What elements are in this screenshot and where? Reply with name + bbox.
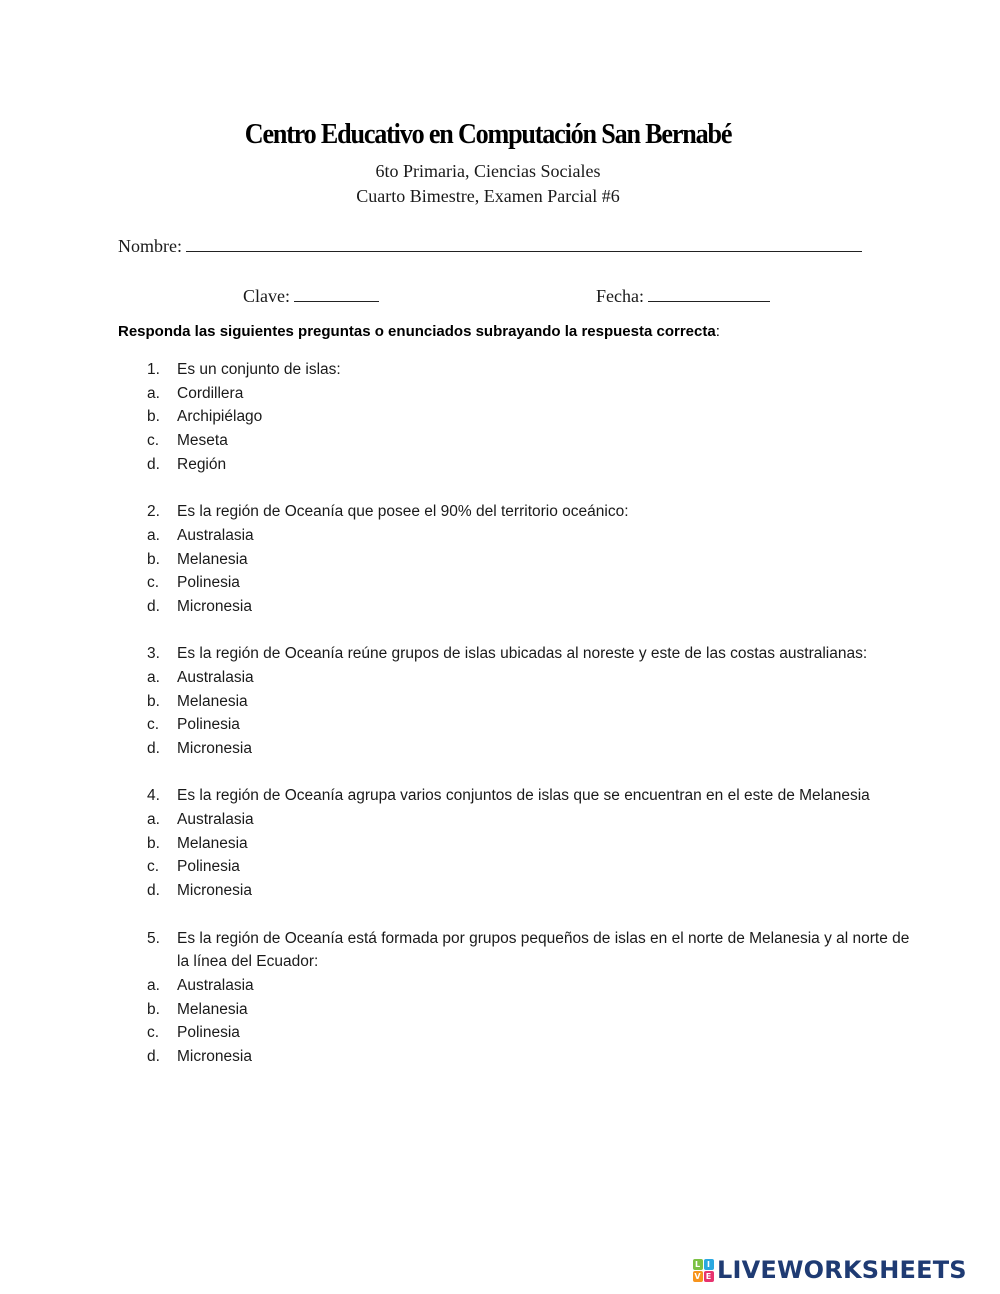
question-list xyxy=(147,358,917,1092)
option-letter: d. xyxy=(147,455,160,473)
clave-field xyxy=(243,285,379,307)
instructions-suffix: : xyxy=(715,323,720,340)
option-text[interactable]: Región xyxy=(177,455,227,473)
option-letter: a. xyxy=(147,526,160,544)
live-blocks-icon xyxy=(692,1258,714,1282)
option-letter: d. xyxy=(147,882,160,900)
option-text[interactable]: Micronesia xyxy=(177,597,252,615)
question-number: 2. xyxy=(147,503,160,521)
answer-option[interactable] xyxy=(147,405,917,429)
question-1 xyxy=(147,358,917,476)
answer-option[interactable] xyxy=(147,832,917,856)
answer-option[interactable] xyxy=(147,595,917,619)
option-letter: b. xyxy=(147,834,160,852)
option-letter: c. xyxy=(147,574,160,592)
liveworksheets-logo[interactable] xyxy=(692,1256,967,1284)
question-number: 5. xyxy=(147,929,160,947)
nombre-field xyxy=(118,235,862,257)
instructions xyxy=(118,323,720,340)
option-text[interactable]: Polinesia xyxy=(177,574,240,592)
question-number: 4. xyxy=(147,787,160,805)
fecha-blank[interactable] xyxy=(648,285,770,302)
option-text[interactable]: Micronesia xyxy=(177,1047,252,1065)
question-text: Es la región de Oceanía reúne grupos de islas ubicadas al noreste y este de las costas australianas: xyxy=(177,645,868,663)
answer-option[interactable] xyxy=(147,382,917,406)
answer-option[interactable] xyxy=(147,571,917,595)
option-text[interactable]: Melanesia xyxy=(177,834,248,852)
logo-block-e: E xyxy=(704,1271,714,1282)
fecha-label: Fecha: xyxy=(596,286,644,306)
option-letter: d. xyxy=(147,597,160,615)
answer-option[interactable] xyxy=(147,524,917,548)
question-2 xyxy=(147,500,917,618)
option-letter: c. xyxy=(147,432,160,450)
option-letter: a. xyxy=(147,384,160,402)
answer-option[interactable] xyxy=(147,690,917,714)
question-4 xyxy=(147,784,917,902)
option-text[interactable]: Meseta xyxy=(177,432,228,450)
answer-option[interactable] xyxy=(147,855,917,879)
option-text[interactable]: Australasia xyxy=(177,811,254,829)
option-letter: a. xyxy=(147,976,160,994)
question-text: Es la región de Oceanía está formada por grupos pequeños de islas en el norte de Melanesia y al norte de la línea del Ecuador: xyxy=(177,929,910,971)
question-text: Es un conjunto de islas: xyxy=(177,361,341,378)
option-letter: c. xyxy=(147,858,160,876)
answer-option[interactable] xyxy=(147,1045,917,1069)
question-5 xyxy=(147,927,917,1069)
brand-text: LIVEWORKSHEETS xyxy=(717,1256,967,1284)
logo-block-i: I xyxy=(704,1259,714,1270)
option-text[interactable]: Melanesia xyxy=(177,1000,248,1018)
option-letter: b. xyxy=(147,408,160,426)
exam-subtitle: Cuarto Bimestre, Examen Parcial #6 xyxy=(356,186,620,206)
option-letter: b. xyxy=(147,692,160,710)
course-subtitle: 6to Primaria, Ciencias Sociales xyxy=(375,161,601,181)
option-text[interactable]: Micronesia xyxy=(177,740,252,757)
question-number: 1. xyxy=(147,361,160,378)
answer-option[interactable] xyxy=(147,974,917,998)
instructions-bold: Responda las siguientes preguntas o enunciados subrayando la respuesta correcta xyxy=(118,323,716,340)
option-letter: b. xyxy=(147,550,160,568)
nombre-blank[interactable] xyxy=(186,235,862,252)
question-text: Es la región de Oceanía agrupa varios conjuntos de islas que se encuentran en el este de Melanesia xyxy=(177,787,870,805)
option-text[interactable]: Australasia xyxy=(177,526,254,544)
answer-option[interactable] xyxy=(147,998,917,1022)
option-letter: a. xyxy=(147,811,160,829)
answer-option[interactable] xyxy=(147,548,917,572)
question-number: 3. xyxy=(147,645,160,663)
answer-option[interactable] xyxy=(147,879,917,903)
answer-option[interactable] xyxy=(147,713,917,737)
logo-block-l: L xyxy=(693,1259,703,1270)
answer-option[interactable] xyxy=(147,808,917,832)
option-text[interactable]: Melanesia xyxy=(177,550,248,568)
option-text[interactable]: Cordillera xyxy=(177,384,244,402)
option-letter: a. xyxy=(147,668,160,686)
question-text: Es la región de Oceanía que posee el 90% del territorio oceánico: xyxy=(177,503,629,521)
option-letter: b. xyxy=(147,1000,160,1018)
option-text[interactable]: Melanesia xyxy=(177,692,248,710)
option-letter: d. xyxy=(147,740,160,757)
option-text[interactable]: Archipiélago xyxy=(177,408,263,426)
answer-option[interactable] xyxy=(147,737,917,761)
option-text[interactable]: Polinesia xyxy=(177,1024,240,1042)
option-text[interactable]: Australasia xyxy=(177,976,254,994)
option-text[interactable]: Australasia xyxy=(177,668,254,686)
option-text[interactable]: Polinesia xyxy=(177,716,240,734)
clave-blank[interactable] xyxy=(294,285,379,302)
answer-option[interactable] xyxy=(147,429,917,453)
option-letter: c. xyxy=(147,1024,160,1042)
school-title: Centro Educativo en Computación San Bernabé xyxy=(244,118,732,150)
question-3 xyxy=(147,642,917,760)
fecha-field xyxy=(596,285,770,307)
option-text[interactable]: Micronesia xyxy=(177,882,252,900)
answer-option[interactable] xyxy=(147,453,917,477)
answer-option[interactable] xyxy=(147,1021,917,1045)
option-text[interactable]: Polinesia xyxy=(177,858,240,876)
nombre-label: Nombre: xyxy=(118,236,182,256)
option-letter: d. xyxy=(147,1047,160,1065)
answer-option[interactable] xyxy=(147,666,917,690)
clave-label: Clave: xyxy=(243,286,290,306)
logo-block-v: V xyxy=(694,1271,701,1281)
option-letter: c. xyxy=(147,716,160,734)
